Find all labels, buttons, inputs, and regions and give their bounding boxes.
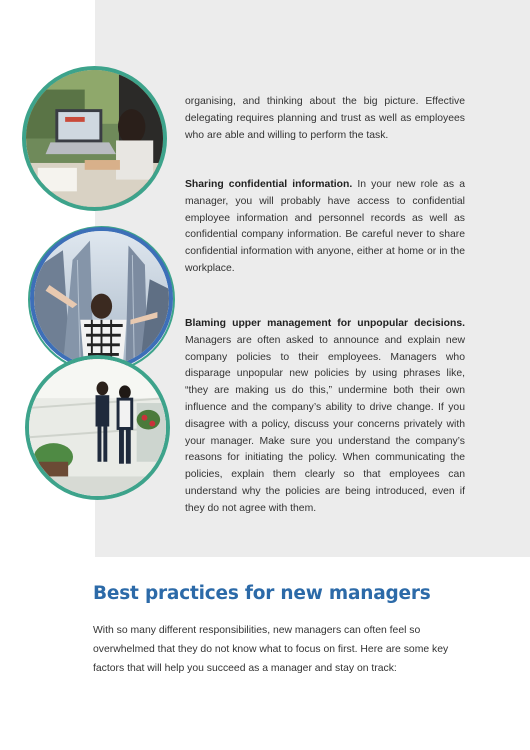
blaming-heading: Blaming upper management for unpopular decisions. [185,318,465,329]
blaming-body: Managers are often asked to announce and explain new company policies to their employees. Managers who disparage unpopular new policies by using phrases like, “they are making us do this,” undermine both their own influence and the company’s ability to drive change. If you disagree with a policy, discuss your concerns privately with your manager. Make sure you understand the company’s reasons for initiating the policy. When communicating the policies, explain them clearly so that employees can understand why the policies are being introduced, even if they do not agree with them. [185,334,465,514]
section-title: Best practices for new managers [93,583,431,604]
blaming-paragraph [185,316,465,518]
delegation-paragraph [185,94,465,144]
woman-arms-raised-skyscrapers-photo [30,227,173,370]
section-intro: With so many different responsibilities, new managers can often feel so overwhelmed that they do not know what to focus on first. Here are some key factors that will help you succeed as a manager and stay on track: [93,625,449,674]
woman-at-laptop-photo [22,66,167,211]
confidential-body: In your new role as a manager, you will probably have access to confidential employee information and personnel records as well as confidential company information. Be careful never to share confidential information with anyone, either at home or in the workplace. [185,179,466,274]
confidential-paragraph [185,177,465,278]
confidential-heading: Sharing confidential information. [185,179,353,190]
colleagues-walking-office-photo [25,355,170,500]
delegation-text: organising, and thinking about the big picture. Effective delegating requires planning and trust as well as employees who are able and willing to perform the task. [185,96,465,141]
